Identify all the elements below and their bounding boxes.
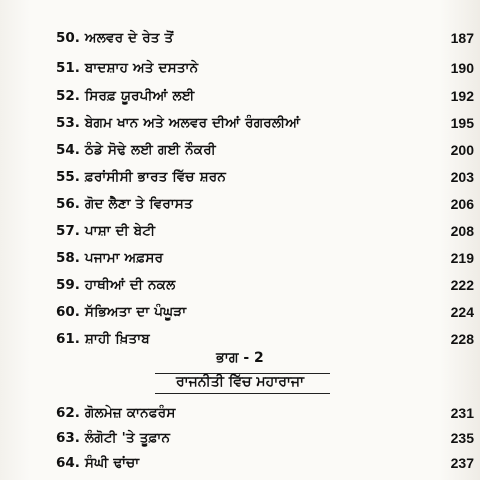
entry-title: ਪਾਸ਼ਾ ਦੀ ਬੇਟੀ bbox=[84, 223, 156, 239]
entry-page-number: 190 bbox=[450, 60, 474, 76]
entry-number: 57. bbox=[56, 223, 80, 239]
toc-entry bbox=[56, 26, 474, 50]
entry-page-number: 195 bbox=[450, 115, 474, 131]
entry-page-number: 235 bbox=[450, 430, 474, 446]
toc-entry bbox=[56, 111, 474, 135]
entry-page-number: 187 bbox=[450, 30, 474, 46]
toc-entry bbox=[56, 300, 474, 324]
entry-number: 63. bbox=[56, 430, 80, 446]
entry-page-number: 219 bbox=[450, 250, 474, 266]
entry-page-number: 237 bbox=[450, 455, 474, 471]
entry-page-number: 224 bbox=[450, 304, 474, 320]
entry-number: 59. bbox=[56, 277, 80, 293]
toc-entry bbox=[56, 219, 474, 243]
entry-title: ਸੱਭਿਅਤਾ ਦਾ ਪੰਘੂੜਾ bbox=[84, 304, 187, 320]
entry-number: 52. bbox=[56, 88, 80, 104]
entry-page-number: 208 bbox=[450, 223, 474, 239]
entry-number: 56. bbox=[56, 196, 80, 212]
toc-entry bbox=[56, 192, 474, 216]
entry-title: ਸਿਰਫ਼ ਯੂਰਪੀਆਂ ਲਈ bbox=[84, 88, 195, 104]
entry-number: 51. bbox=[56, 60, 80, 76]
entry-title: ਪਜਾਮਾ ਅਫ਼ਸਰ bbox=[84, 250, 164, 266]
toc-entry bbox=[56, 56, 474, 80]
entry-page-number: 222 bbox=[450, 277, 474, 293]
entry-page-number: 231 bbox=[450, 405, 474, 421]
entry-title: ਬੇਗਮ ਖਾਨ ਅਤੇ ਅਲਵਰ ਦੀਆਂ ਰੰਗਰਲੀਆਂ bbox=[84, 115, 301, 131]
entry-title: ਸ਼ਾਹੀ ਖ਼ਿਤਾਬ bbox=[84, 331, 150, 347]
toc-entry bbox=[56, 246, 474, 270]
toc-entry bbox=[56, 426, 474, 450]
entry-number: 53. bbox=[56, 115, 80, 131]
entry-page-number: 192 bbox=[450, 88, 474, 104]
entry-title: ਹਾਥੀਆਂ ਦੀ ਨਕਲ bbox=[84, 277, 176, 293]
toc-entry bbox=[56, 165, 474, 189]
entry-title: ਫ਼ਰਾਂਸੀਸੀ ਭਾਰਤ ਵਿੱਚ ਸ਼ਰਨ bbox=[84, 169, 227, 185]
entry-number: 54. bbox=[56, 142, 80, 158]
toc-entry bbox=[56, 327, 474, 351]
toc-entry bbox=[56, 138, 474, 162]
entry-number: 58. bbox=[56, 250, 80, 266]
toc-entry bbox=[56, 451, 474, 475]
entry-title: ਅਲਵਰ ਦੇ ਰੇਤ ਤੋਂ bbox=[84, 30, 174, 46]
entry-number: 61. bbox=[56, 331, 80, 347]
toc-entry bbox=[56, 401, 474, 425]
entry-page-number: 203 bbox=[450, 169, 474, 185]
section-title: ਰਾਜਨੀਤੀ ਵਿੱਚ ਮਹਾਰਾਜਾ bbox=[175, 374, 305, 390]
entry-page-number: 200 bbox=[450, 142, 474, 158]
entry-number: 55. bbox=[56, 169, 80, 185]
entry-title: ਗੋਦ ਲੈਣਾ ਤੇ ਵਿਰਾਸਤ bbox=[84, 196, 193, 212]
toc-entry bbox=[56, 84, 474, 108]
entry-page-number: 228 bbox=[450, 331, 474, 347]
entry-title: ਸੰਘੀ ਢਾਂਚਾ bbox=[84, 455, 140, 471]
entry-title: ਲੰਗੋਟੀ 'ਤੇ ਤੂਫ਼ਾਨ bbox=[84, 430, 171, 446]
entry-number: 64. bbox=[56, 455, 80, 471]
section-rule-bottom bbox=[155, 393, 330, 394]
entry-number: 62. bbox=[56, 405, 80, 421]
entry-title: ਠੰਡੇ ਸੋਢੇ ਲਈ ਗਈ ਨੌਕਰੀ bbox=[84, 142, 216, 158]
entry-number: 50. bbox=[56, 30, 80, 46]
entry-title: ਗੋਲਮੇਜ਼ ਕਾਨਫਰੰਸ bbox=[84, 405, 176, 421]
toc-entry bbox=[56, 273, 474, 297]
entry-number: 60. bbox=[56, 304, 80, 320]
entry-title: ਬਾਦਸ਼ਾਹ ਅਤੇ ਦਸਤਾਨੇ bbox=[84, 60, 199, 76]
entry-page-number: 206 bbox=[450, 196, 474, 212]
section-part-label: ਭਾਗ - 2 bbox=[216, 350, 264, 366]
